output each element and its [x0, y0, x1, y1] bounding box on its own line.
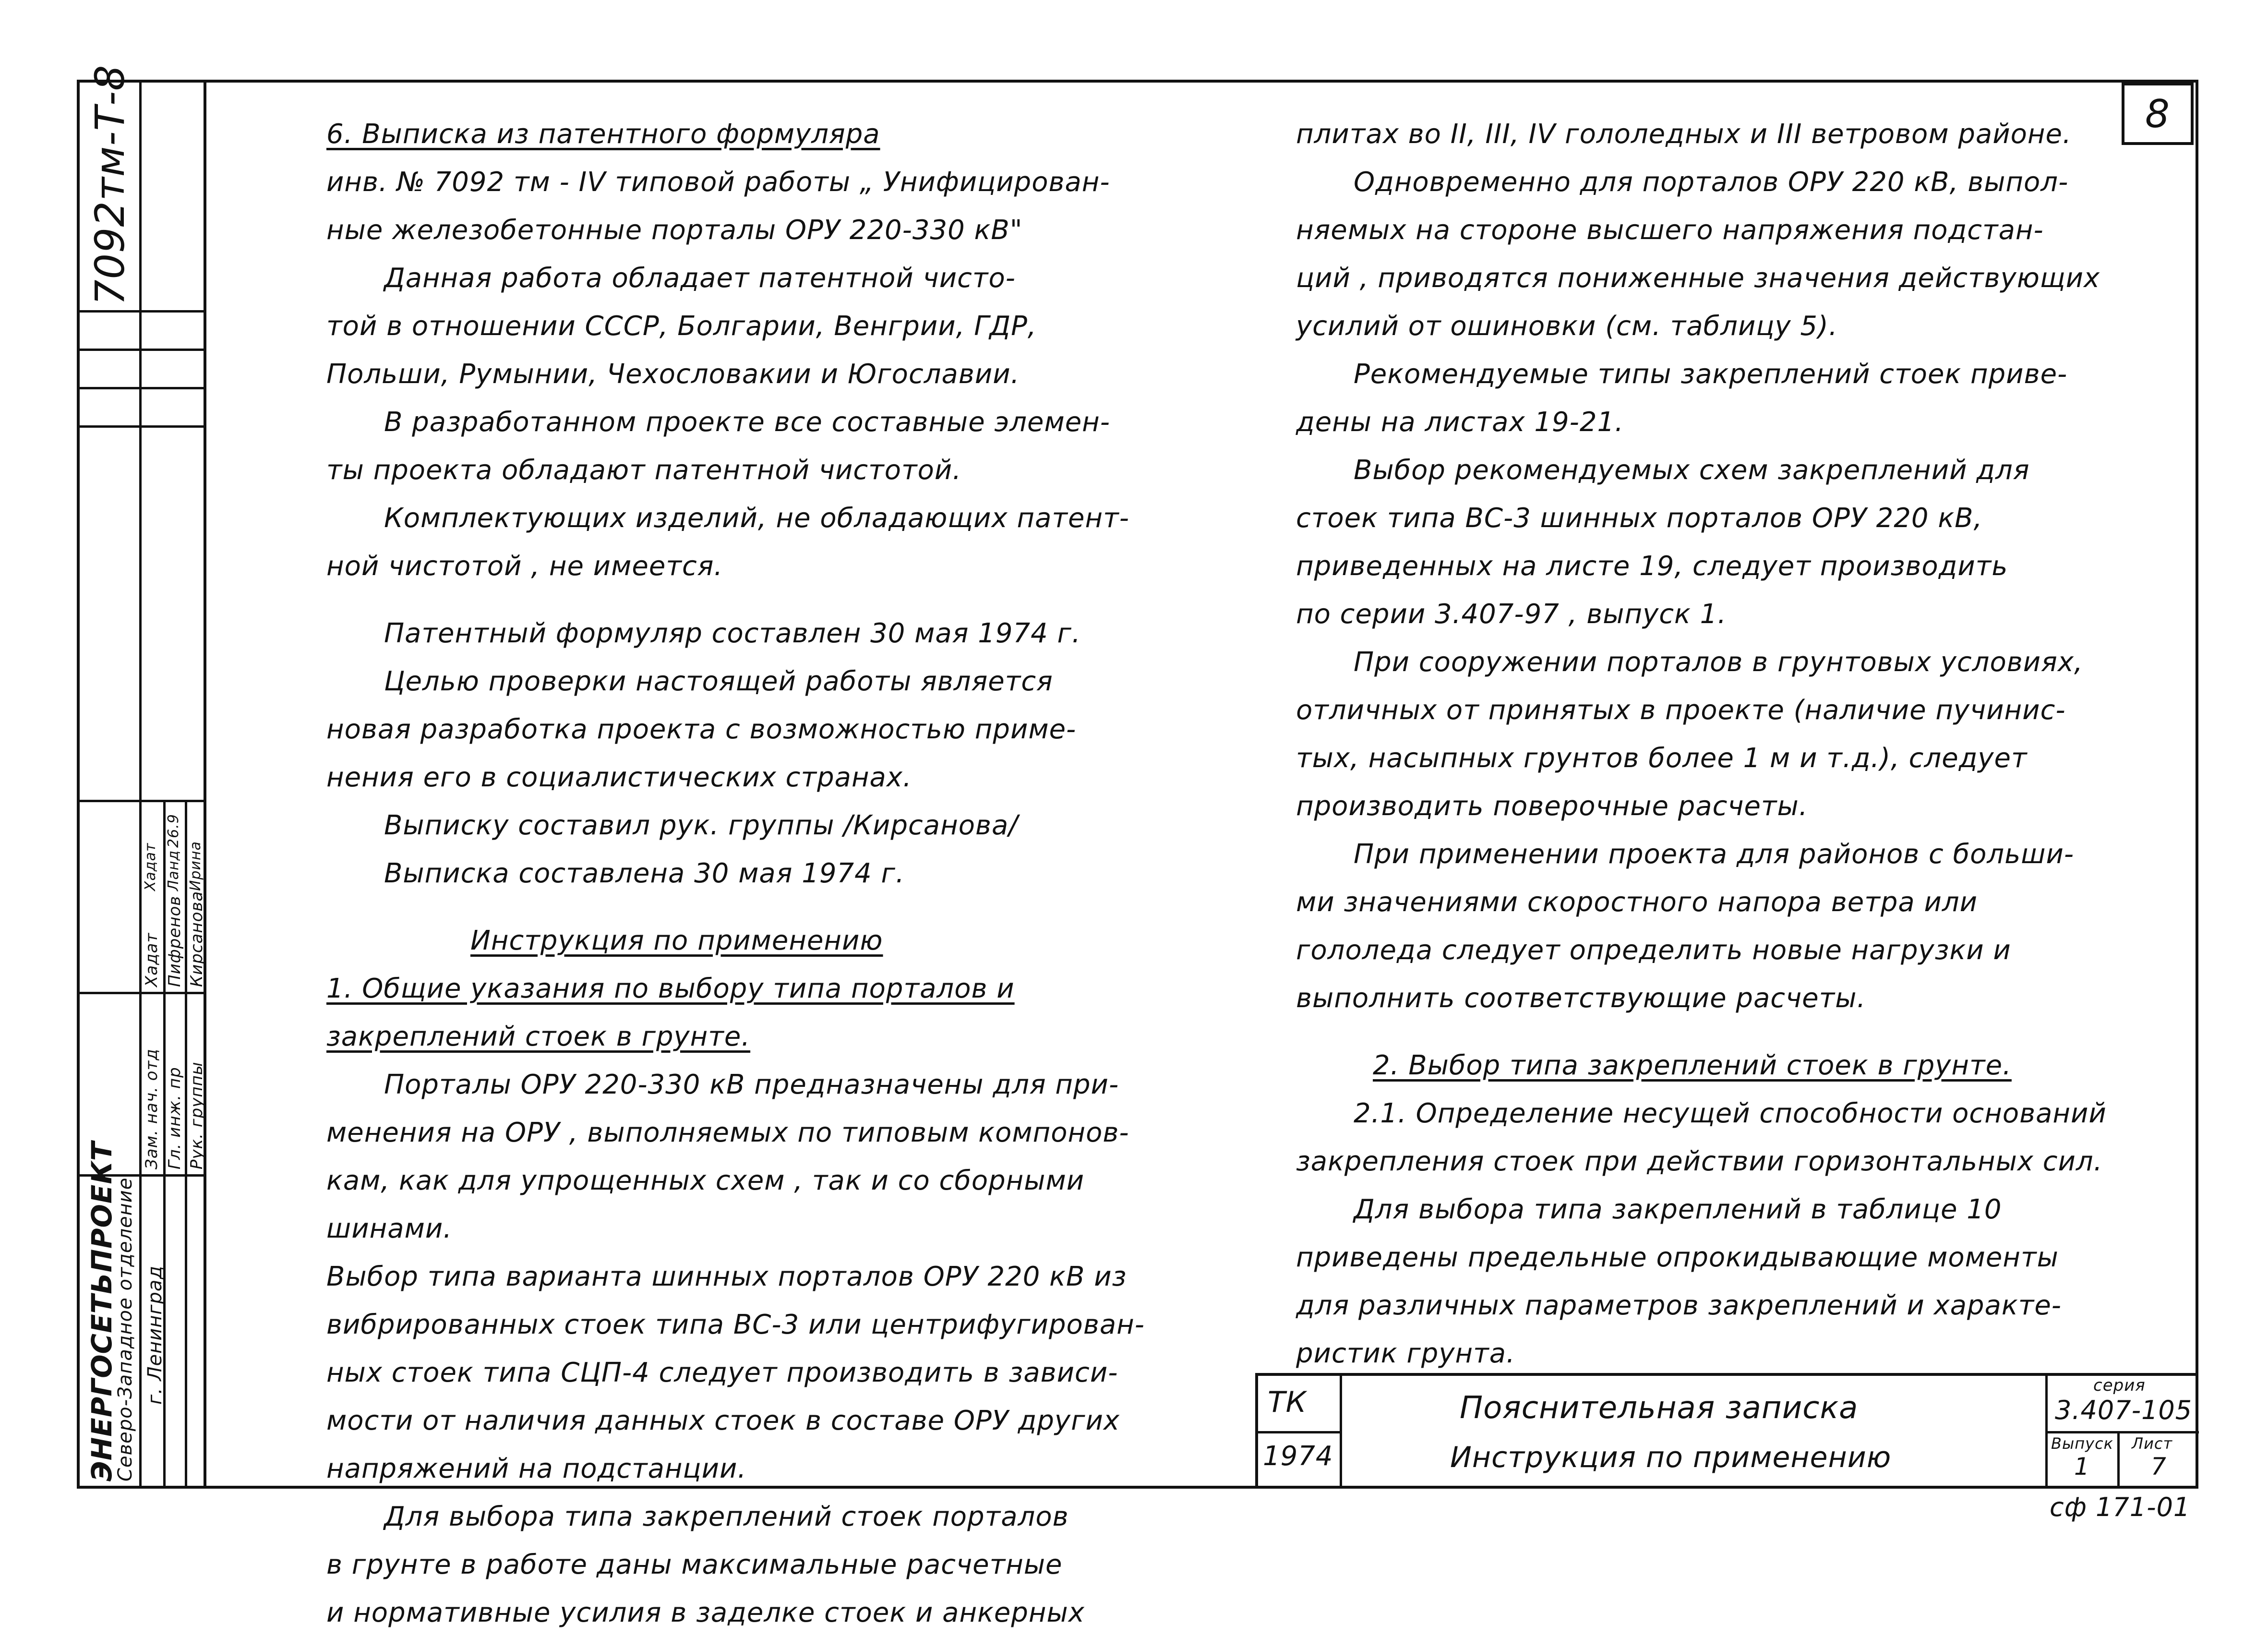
section-heading: 6. Выписка из патентного формуляра	[326, 119, 880, 150]
text-line: ций , приводятся пониженные значения действующих	[1296, 263, 2100, 294]
series-label: серия	[2093, 1376, 2146, 1395]
sheet-label: Лист	[2132, 1434, 2173, 1453]
tb-divider	[1340, 1376, 1342, 1488]
text-line: усилий от ошиновки (см. таблицу 5).	[1296, 311, 1838, 342]
stamp-signature: Ирина	[187, 841, 204, 891]
sheet-number: 8	[2122, 83, 2194, 145]
strip-divider	[139, 80, 142, 1489]
text-line: Выбор рекомендуемых схем закреплений для	[1354, 455, 2030, 486]
text-line: При применении проекта для районов с больши-	[1354, 839, 2075, 870]
stamp-name: Хадат	[142, 932, 161, 987]
document-code: 7092тм-Т-8	[86, 64, 133, 305]
text-line: стоек типа ВС-3 шинных порталов ОРУ 220 кВ,	[1296, 503, 1983, 534]
text-line: выполнить соответствующие расчеты.	[1296, 983, 1866, 1014]
text-line: нения его в социалистических странах.	[326, 762, 912, 793]
text-line: ных стоек типа СЦП-4 следует производить в зависи-	[326, 1357, 1118, 1388]
left-text-column	[326, 110, 1145, 1637]
text-line: новая разработка проекта с возможностью приме-	[326, 714, 1077, 745]
text-line: мости от наличия данных стоек в составе ОРУ других	[326, 1405, 1120, 1436]
strip-rule	[77, 425, 204, 428]
text-line: Для выбора типа закреплений стоек порталов	[384, 1501, 1069, 1532]
stamp-name: Кирсанова	[187, 891, 206, 987]
text-line: и нормативные усилия в заделке стоек и анкерных	[326, 1597, 1085, 1628]
stamp-date: 26.9	[165, 814, 182, 848]
text-line: Выписку составил рук. группы /Кирсанова/	[384, 810, 1019, 841]
text-line: для различных параметров закреплений и характе-	[1296, 1290, 2062, 1321]
issue-value: 1	[2074, 1453, 2090, 1481]
text-line: производить поверочные расчеты.	[1296, 791, 1808, 822]
text-line: Одновременно для порталов ОРУ 220 кВ, выпол-	[1354, 167, 2069, 198]
title-line-1: Пояснительная записка	[1460, 1390, 1859, 1426]
left-stamp-strip	[77, 64, 206, 1489]
sheet-value: 7	[2151, 1453, 2167, 1481]
instruction-title: Инструкция по применению	[470, 925, 883, 956]
text-line: отличных от принятых в проекте (наличие пучинис-	[1296, 695, 2066, 726]
right-text-column	[1296, 110, 2107, 1378]
text-line: Порталы ОРУ 220-330 кВ предназначены для при-	[384, 1069, 1119, 1100]
strip-rule	[77, 349, 204, 351]
text-line: Патентный формуляр составлен 30 мая 1974 г.	[384, 618, 1081, 649]
organization-name: ЭНЕРГОСЕТЬПРОЕКТ	[85, 1141, 118, 1481]
tb-divider	[1258, 1431, 1340, 1433]
text-line: ты проекта обладают патентной чистотой.	[326, 455, 962, 486]
year-label: 1974	[1263, 1441, 1333, 1472]
stamp-role: Гл. инж. пр	[165, 1067, 184, 1169]
text-line: вибрированных стоек типа ВС-3 или центрифугирован-	[326, 1309, 1145, 1340]
organization-city: г. Ленинград	[144, 1265, 166, 1405]
text-line: 2.1. Определение несущей способности оснований	[1354, 1098, 2107, 1129]
text-line: по серии 3.407-97 , выпуск 1.	[1296, 599, 1727, 630]
text-line: Для выбора типа закреплений в таблице 10	[1354, 1194, 2002, 1225]
text-line: При сооружении порталов в грунтовых условиях,	[1354, 647, 2083, 678]
text-line: дены на листах 19-21.	[1296, 407, 1624, 438]
text-line: Данная работа обладает патентной чисто-	[384, 263, 1016, 294]
stamp-signature: Ланд	[165, 850, 182, 891]
text-line: ные железобетонные порталы ОРУ 220-330 кВ"	[326, 215, 1023, 246]
text-line: Рекомендуемые типы закреплений стоек приве-	[1354, 359, 2068, 390]
stamp-signature: Хадат	[142, 843, 159, 891]
stamp-role: Рук. группы	[187, 1061, 206, 1169]
text-line: шинами.	[326, 1213, 453, 1244]
text-line: кам, как для упрощенных схем , так и со сборными	[326, 1165, 1085, 1196]
series-value: 3.407-105	[2055, 1395, 2193, 1425]
text-line: В разработанном проекте все составные элемен-	[384, 407, 1110, 438]
text-line: в грунте в работе даны максимальные расчетные	[326, 1549, 1063, 1580]
text-line: Выписка составлена 30 мая 1974 г.	[384, 858, 905, 889]
title-line-2: Инструкция по применению	[1450, 1441, 1892, 1474]
text-line: ристик грунта.	[1296, 1338, 1515, 1369]
organization-branch: Северо-Западное отделение	[114, 1177, 136, 1481]
issue-label: Выпуск	[2051, 1434, 2113, 1453]
text-line: Комплектующих изделий, не обладающих патент-	[384, 503, 1129, 534]
text-line: инв. № 7092 тм - IV типовой работы „ Унифицирован-	[326, 167, 1110, 198]
section-heading: 2. Выбор типа закреплений стоек в грунте.	[1373, 1050, 2012, 1081]
text-line: менения на ОРУ , выполняемых по типовым компонов-	[326, 1117, 1129, 1148]
text-line: приведены предельные опрокидывающие моменты	[1296, 1242, 2059, 1273]
text-line: закрепления стоек при действии горизонтальных сил.	[1296, 1146, 2103, 1177]
text-line: ми значениями скоростного напора ветра или	[1296, 887, 1978, 918]
text-line: Польши, Румынии, Чехословакии и Югославии.	[326, 359, 1020, 390]
text-line: той в отношении СССР, Болгарии, Венгрии, ГДР,	[326, 311, 1037, 342]
stamp-role: Зам. нач. отд	[142, 1048, 161, 1169]
strip-rule	[77, 310, 204, 313]
text-line: приведенных на листе 19, следует производить	[1296, 551, 2008, 582]
text-line: ной чистотой , не имеется.	[326, 551, 723, 582]
text-line: Выбор типа варианта шинных порталов ОРУ 220 кВ из	[326, 1261, 1127, 1292]
strip-rule	[77, 387, 204, 389]
stamp-name: Пифренов	[165, 895, 184, 987]
text-line: Целью проверки настоящей работы является	[384, 666, 1053, 697]
tb-divider	[2045, 1431, 2199, 1433]
text-line: гололеда следует определить новые нагрузки и	[1296, 935, 2011, 966]
section-heading: закреплений стоек в грунте.	[326, 1021, 751, 1052]
title-block	[1255, 1373, 2198, 1488]
text-line: тых, насыпных грунтов более 1 м и т.д.), следует	[1296, 743, 2028, 774]
text-line: няемых на стороне высшего напряжения подстан-	[1296, 215, 2044, 246]
text-line: плитах во II, III, IV гололедных и III ветровом районе.	[1296, 119, 2072, 150]
section-heading: 1. Общие указания по выбору типа порталов и	[326, 973, 1015, 1004]
tk-label: ТК	[1268, 1385, 1307, 1419]
text-line: напряжений на подстанции.	[326, 1453, 747, 1484]
tb-divider	[2117, 1431, 2120, 1488]
format-mark: сф 171-01	[2050, 1492, 2191, 1522]
